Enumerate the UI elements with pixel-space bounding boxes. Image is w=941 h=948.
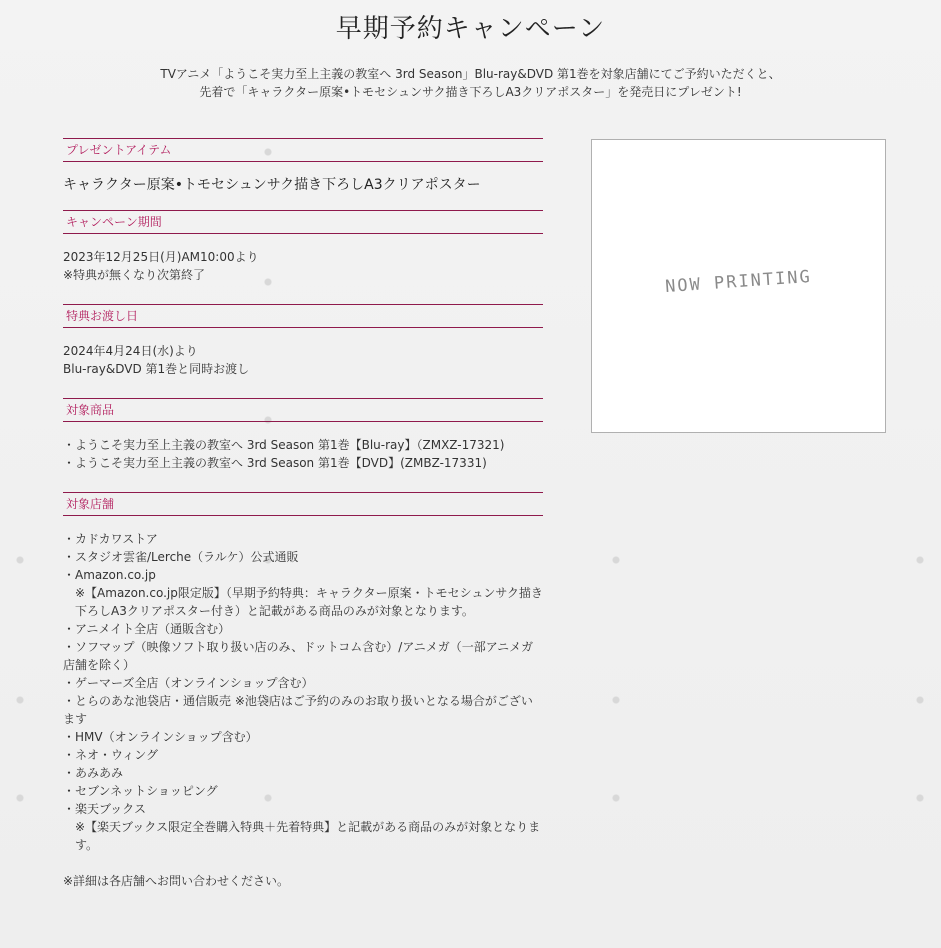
store-item: ・とらのあな池袋店・通信販売 ※池袋店はご予約のみのお取り扱いとなる場合がございます <box>63 694 533 726</box>
store-item: ・ネオ・ウィング <box>63 748 159 762</box>
section-heading-stores: 対象店舗 <box>63 492 543 516</box>
campaign-lead <box>0 65 941 101</box>
store-item: ・ゲーマーズ全店（オンラインショップ含む） <box>63 676 314 690</box>
store-item: ・アニメイト全店（通販含む） <box>63 622 231 636</box>
delivery-date: 2024年4月24日(水)より <box>63 344 198 358</box>
section-heading-period: キャンペーン期間 <box>63 210 543 234</box>
store-item: ・Amazon.co.jp <box>63 568 156 582</box>
section-heading-present: プレゼントアイテム <box>63 138 543 162</box>
lead-line-2: 先着で「キャラクター原案•トモセシュンサク描き下ろしA3クリアポスター」を発売日にプレゼント! <box>199 85 742 99</box>
store-item: ・楽天ブックス <box>63 802 147 816</box>
present-item: キャラクター原案•トモセシュンサク描き下ろしA3クリアポスター <box>63 177 481 193</box>
products-body <box>63 422 543 492</box>
footer-note: ※詳細は各店舗へお問い合わせください。 <box>63 874 290 888</box>
store-note-amazon: ※【Amazon.co.jp限定版】（早期予約特典：キャラクター原案・トモセシュンサク描き下ろしA3クリアポスター付き）と記載がある商品のみが対象となります。 <box>75 586 543 618</box>
stores-body <box>63 516 543 854</box>
store-note-rakuten: ※【楽天ブックス限定全巻購入特典＋先着特典】と記載がある商品のみが対象となります。 <box>75 820 541 852</box>
campaign-details <box>63 138 543 889</box>
store-item: ・あみあみ <box>63 766 124 780</box>
store-item: ・カドカワストア <box>63 532 158 546</box>
store-item: ・セブンネットショッピング <box>63 784 218 798</box>
delivery-body <box>63 328 543 398</box>
store-item: ・HMV（オンラインショップ含む） <box>63 730 258 744</box>
lead-line-1: TVアニメ「ようこそ実力至上主義の教室へ 3rd Season」Blu-ray&DVD 第1巻を対象店舗にてご予約いただくと、 <box>160 67 781 81</box>
section-heading-products: 対象商品 <box>63 398 543 422</box>
section-heading-delivery: 特典お渡し日 <box>63 304 543 328</box>
store-item: ・スタジオ雲雀/Lerche（ラルケ）公式通販 <box>63 550 299 564</box>
product-item: ・ようこそ実力至上主義の教室へ 3rd Season 第1巻【DVD】(ZMBZ-17331) <box>63 456 487 470</box>
delivery-note: Blu-ray&DVD 第1巻と同時お渡し <box>63 362 250 376</box>
period-date: 2023年12月25日(月)AM10:00より <box>63 250 259 264</box>
poster-image-placeholder <box>591 139 886 433</box>
period-note: ※特典が無くなり次第終了 <box>63 268 206 282</box>
store-item: ・ソフマップ（映像ソフト取り扱い店のみ、ドットコム含む）/アニメガ（一部アニメガ店舗を除く） <box>63 640 534 672</box>
product-item: ・ようこそ実力至上主義の教室へ 3rd Season 第1巻【Blu-ray】（ZMXZ-17321) <box>63 438 505 452</box>
page-title: 早期予約キャンペーン <box>335 14 606 44</box>
period-body <box>63 234 543 304</box>
now-printing-label: NOW PRINTING <box>664 266 813 298</box>
